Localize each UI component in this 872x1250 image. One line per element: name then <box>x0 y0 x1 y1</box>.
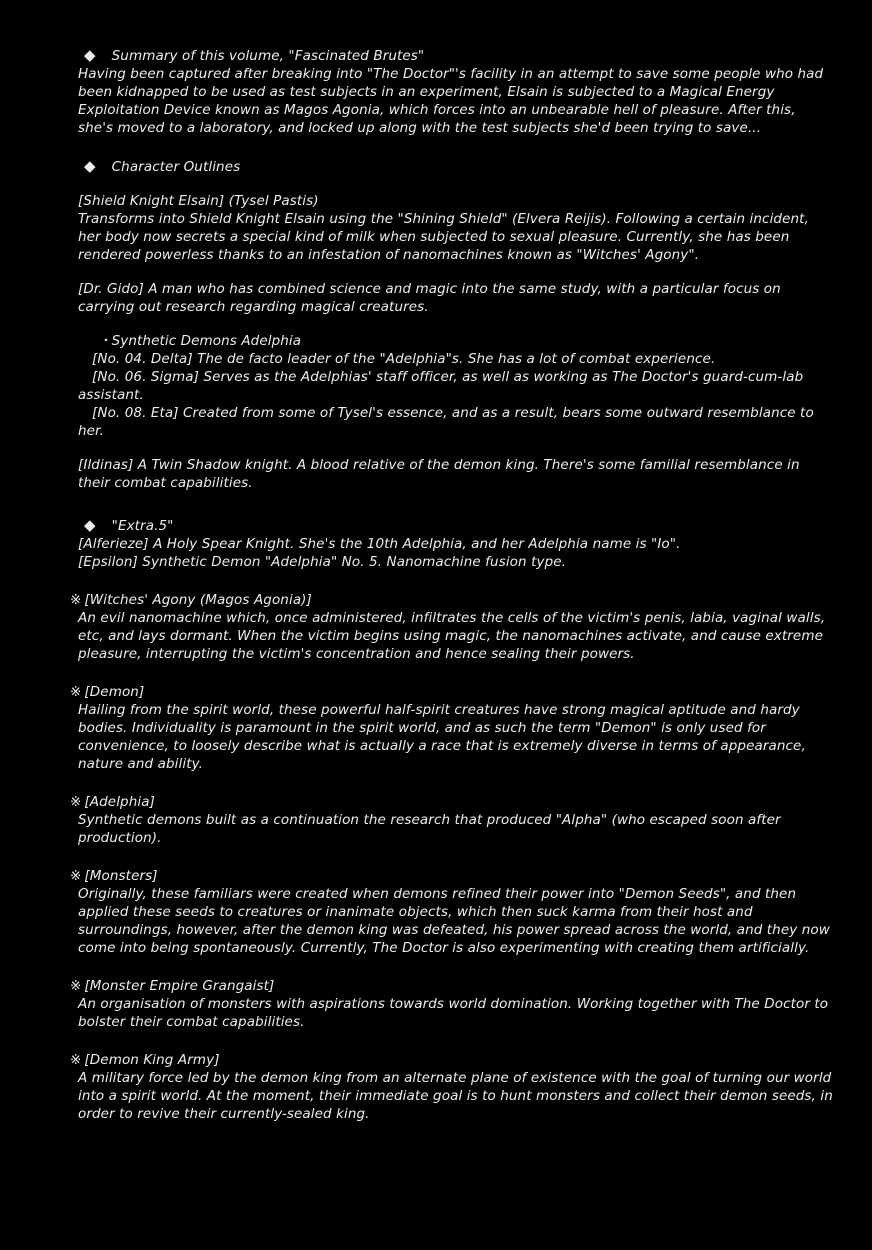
elsain-body: Transforms into Shield Knight Elsain using the "Shining Shield" (Elvera Reijis). Following a certain incident, her body now secrets a special kind of milk when subjected to sexual pleasure. Currently, she has been rendered powerless thanks to an infestation of nanomachines known as "Witches' Agony". <box>78 211 809 263</box>
diamond-icon: ◆ <box>84 516 96 534</box>
note-demon-king-army <box>70 1051 834 1123</box>
note-monsters-title-text: [Monsters] <box>84 868 158 884</box>
note-monster-empire-body: An organisation of monsters with aspirations towards world domination. Working together with The Doctor to bolster their combat capabilities. <box>78 996 829 1030</box>
character-entry-elsain <box>78 192 834 264</box>
adelphia-item-eta: [No. 08. Eta] Created from some of Tysel's essence, and as a result, bears some outward resemblance to her. <box>78 405 814 439</box>
adelphia-sublist <box>78 332 834 440</box>
note-adelphia-body: Synthetic demons built as a continuation the research that produced "Alpha" (who escaped soon after production). <box>78 812 781 846</box>
adelphia-sublist-title <box>78 332 834 350</box>
note-monsters-body: Originally, these familiars were created when demons refined their power into "Demon Seeds", and then applied these seeds to creatures or inanimate objects, which then suck karma from their host and surroundings, however, after the demon king was defeated, his power spread across the world, and they now come into being spontaneously. Currently, The Doctor is also experimenting with creating them artificially. <box>78 886 830 956</box>
note-demon-king-army-title <box>70 1051 834 1069</box>
adelphia-item-delta: [No. 04. Delta] The de facto leader of the "Adelphia"s. She has a lot of combat experience. <box>92 351 716 367</box>
note-adelphia <box>70 793 834 847</box>
note-witches-agony <box>70 591 834 663</box>
character-entry-dr-gido: [Dr. Gido] A man who has combined science and magic into the same study, with a particular focus on carrying out research regarding magical creatures. <box>78 281 781 315</box>
note-adelphia-title <box>70 793 834 811</box>
note-monster-empire-title-text: [Monster Empire Grangaist] <box>84 978 275 994</box>
adelphia-item-sigma: [No. 06. Sigma] Serves as the Adelphias' staff officer, as well as working as The Doctor's guard-cum-lab assistant. <box>78 369 804 403</box>
reference-mark-icon: ※ <box>70 868 82 884</box>
note-monsters <box>70 867 834 957</box>
note-monster-empire-title <box>70 977 834 995</box>
reference-mark-icon: ※ <box>70 794 82 810</box>
note-demon-king-army-body: A military force led by the demon king from an alternate plane of existence with the goal of turning our world into a spirit world. At the moment, their immediate goal is to hunt monsters and collect their demon seeds, in order to revive their currently-sealed king. <box>78 1070 833 1122</box>
reference-mark-icon: ※ <box>70 1052 82 1068</box>
extra5-heading <box>78 516 834 535</box>
elsain-title: [Shield Knight Elsain] (Tysel Pastis) <box>78 193 319 209</box>
diamond-icon: ◆ <box>84 157 96 175</box>
character-outlines-heading-text: Character Outlines <box>111 159 241 175</box>
extra5-line-epsilon: [Epsilon] Synthetic Demon "Adelphia" No. 5. Nanomachine fusion type. <box>78 554 567 570</box>
summary-paragraph: Having been captured after breaking into "The Doctor"'s facility in an attempt to save some people who had been kidnapped to be used as test subjects in an experiment, Elsain is subjected to a Magical Energy Exploitation Device known as Magos Agonia, which forces into an unbearable hell of pleasure. After this, she's moved to a laboratory, and locked up along with the test subjects she'd been trying to save... <box>78 66 824 136</box>
summary-heading-text: Summary of this volume, "Fascinated Brutes" <box>111 48 425 64</box>
extra5-line-alferieze: [Alferieze] A Holy Spear Knight. She's the 10th Adelphia, and her Adelphia name is "Io". <box>78 536 681 552</box>
note-demon-body: Hailing from the spirit world, these powerful half-spirit creatures have strong magical aptitude and hardy bodies. Individuality is paramount in the spirit world, and as such the term "Demon" is only used for convenience, to loosely describe what is actually a race that is extremely diverse in terms of appearance, nature and ability. <box>78 702 806 772</box>
note-adelphia-title-text: [Adelphia] <box>84 794 155 810</box>
character-entry-ildinas: [Ildinas] A Twin Shadow knight. A blood relative of the demon king. There's some familial resemblance in their combat capabilities. <box>78 457 800 491</box>
reference-mark-icon: ※ <box>70 684 82 700</box>
reference-mark-icon: ※ <box>70 592 82 608</box>
note-witches-agony-title <box>70 591 834 609</box>
reference-mark-icon: ※ <box>70 978 82 994</box>
character-outlines-heading <box>78 157 834 176</box>
note-monsters-title <box>70 867 834 885</box>
note-demon-title-text: [Demon] <box>84 684 145 700</box>
note-demon <box>70 683 834 773</box>
adelphia-sublist-title-text: Synthetic Demons Adelphia <box>111 333 302 349</box>
note-demon-title <box>70 683 834 701</box>
note-witches-agony-title-text: [Witches' Agony (Magos Agonia)] <box>84 592 312 608</box>
summary-heading <box>78 46 834 65</box>
note-demon-king-army-title-text: [Demon King Army] <box>84 1052 220 1068</box>
note-monster-empire <box>70 977 834 1031</box>
diamond-icon: ◆ <box>84 46 96 64</box>
note-witches-agony-body: An evil nanomachine which, once administered, infiltrates the cells of the victim's penis, labia, vaginal walls, etc, and lays dormant. When the victim begins using magic, the nanomachines activate, and cause extreme pleasure, interrupting the victim's concentration and hence sealing their powers. <box>78 610 826 662</box>
bullet-icon: ・ <box>98 333 112 349</box>
extra5-heading-text: "Extra.5" <box>111 518 174 534</box>
